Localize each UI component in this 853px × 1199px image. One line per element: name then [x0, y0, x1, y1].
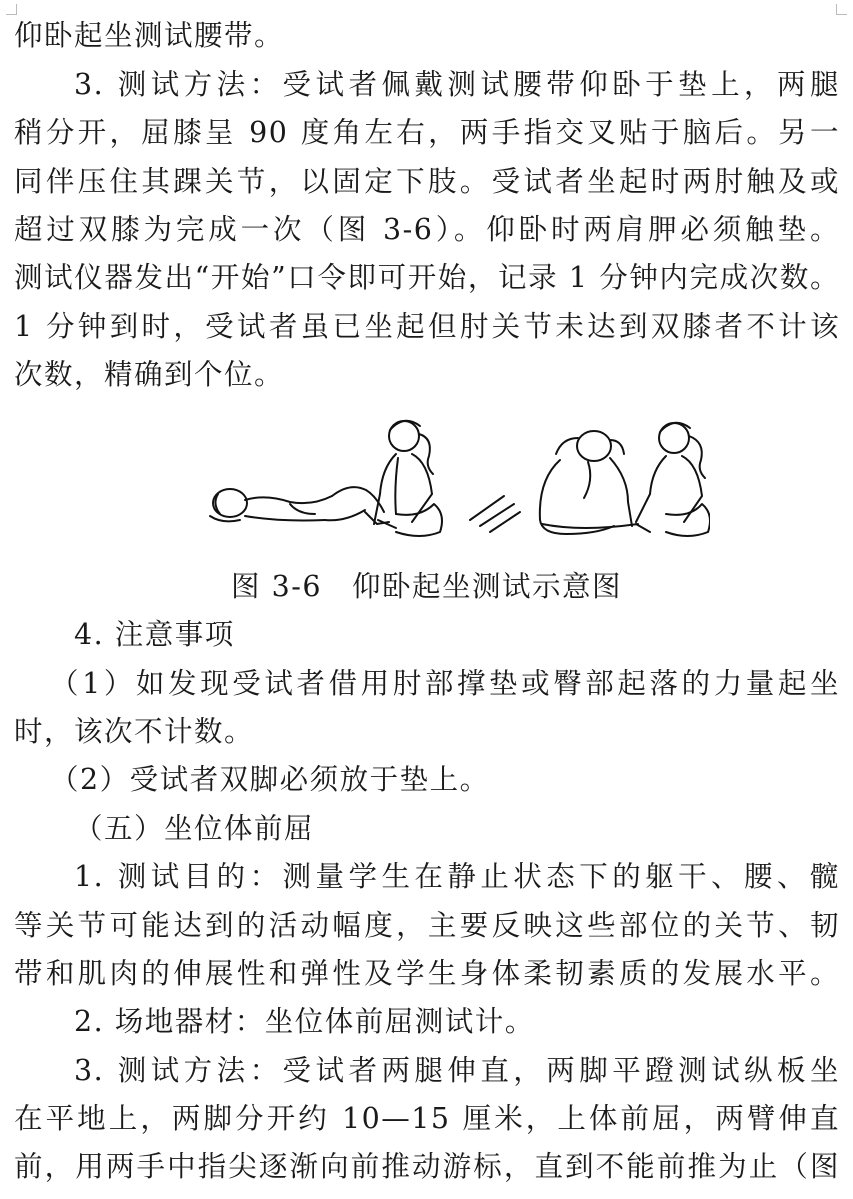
text-line: 3. 测试方法：受试者佩戴测试腰带仰卧于垫上，两腿 — [74, 68, 840, 101]
text-line: 在平地上，两脚分开约 10—15 厘米，上体前屈，两臂伸直 — [14, 1102, 840, 1135]
text-line: 仰卧起坐测试腰带。 — [14, 19, 285, 52]
text-line: 等关节可能达到的活动幅度，主要反映这些部位的关节、韧 — [14, 909, 840, 942]
text-line: 测试仪器发出“开始”口令即可开始，记录 1 分钟内完成次数。 — [14, 261, 840, 294]
text-line: 1. 测试目的：测量学生在静止状态下的躯干、腰、髋 — [74, 860, 840, 893]
text-line: 时，该次不计数。 — [14, 715, 255, 748]
text-line: （2）受试者双脚必须放于垫上。 — [50, 763, 490, 796]
section-heading: 4. 注意事项 — [74, 618, 235, 651]
text-line: 稍分开，屈膝呈 90 度角左右，两手指交叉贴于脑后。另一 — [14, 116, 840, 149]
text-line: 超过双膝为完成一次（图 3-6）。仰卧时两肩胛必须触垫。 — [14, 213, 840, 246]
text-line: 次数，精确到个位。 — [14, 358, 285, 391]
section-heading: （五）坐位体前屈 — [74, 812, 315, 845]
text-line: 2. 场地器材：坐位体前屈测试计。 — [74, 1005, 535, 1038]
text-line: 1 分钟到时，受试者虽已坐起但肘关节未达到双膝者不计该 — [14, 310, 840, 343]
text-line: 前，用两手中指尖逐渐向前推动游标，直到不能前推为止（图 — [14, 1150, 840, 1183]
text-line: 3. 测试方法：受试者两腿伸直，两脚平蹬测试纵板坐 — [74, 1054, 840, 1087]
figure-caption: 图 3-6 仰卧起坐测试示意图 — [231, 570, 622, 603]
situp-illustration — [190, 408, 710, 558]
text-line: （1）如发现受试者借用肘部撑垫或臀部起落的力量起坐 — [50, 667, 840, 700]
text-line: 带和肌肉的伸展性和弹性及学生身体柔韧素质的发展水平。 — [14, 957, 840, 990]
text-line: 同伴压住其踝关节，以固定下肢。受试者坐起时两肘触及或 — [14, 165, 840, 198]
